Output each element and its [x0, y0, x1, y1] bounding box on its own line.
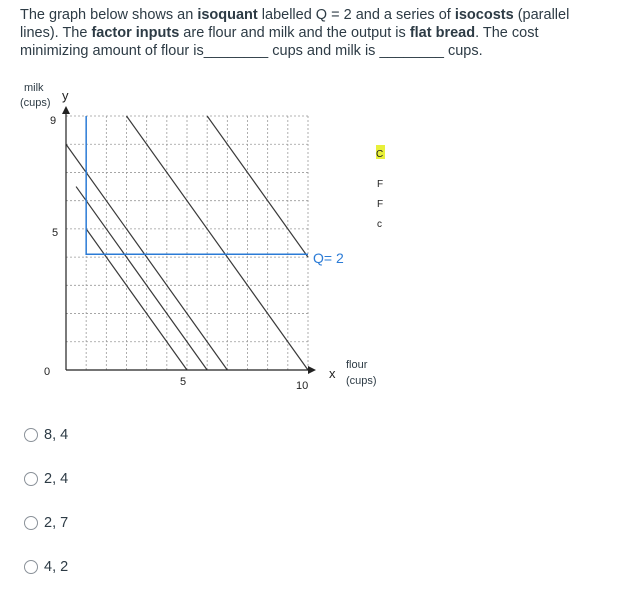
y-axis-label-units: (cups) [20, 97, 51, 109]
y-axis-label: milk [24, 82, 44, 94]
answer-option[interactable] [24, 512, 68, 534]
question-part: . The cost minimizing amount of flour is________ cups and milk is ________ cups. [20, 25, 539, 59]
radio-button[interactable] [24, 428, 38, 442]
question-text [20, 6, 610, 60]
isoquant-label: Q= 2 [313, 250, 344, 266]
question-part: The graph below shows an [20, 7, 198, 23]
x-axis-letter: x [329, 366, 336, 381]
side-letter: c [377, 219, 382, 230]
y-axis-letter: y [62, 88, 69, 103]
isocost-line [76, 187, 207, 370]
isocost-line [207, 116, 308, 257]
radio-button[interactable] [24, 472, 38, 486]
question-bold: flat bread [409, 25, 476, 41]
option-label: 2, 4 [44, 471, 69, 487]
side-letter: C [376, 149, 384, 160]
radio-button[interactable] [24, 560, 38, 574]
question-part: are flour and milk and the output is [179, 25, 410, 41]
x-axis-label: flour [346, 359, 368, 371]
y-tick-label: 5 [52, 227, 59, 239]
isocost-lines [66, 116, 308, 370]
answer-option[interactable] [24, 424, 68, 446]
answer-option[interactable] [24, 556, 68, 578]
option-label: 8, 4 [44, 427, 69, 443]
x-axis-arrow [308, 366, 316, 374]
isoquant-line [86, 116, 308, 254]
question-part: labelled Q = 2 and a series of [257, 7, 455, 23]
question-part: (parallel lines). The [20, 7, 570, 41]
x-axis-label-units: (cups) [346, 375, 377, 387]
y-tick-label: 0 [44, 366, 51, 378]
option-label: 2, 7 [44, 515, 69, 531]
answer-options [24, 424, 68, 600]
question-bold: isoquant [197, 7, 258, 23]
x-tick-label: 5 [180, 376, 187, 388]
x-tick-label: 10 [296, 380, 309, 392]
side-letter: F [377, 179, 384, 190]
radio-button[interactable] [24, 516, 38, 530]
isocost-line [127, 116, 309, 370]
answer-option[interactable] [24, 468, 68, 490]
isoquant-graph [0, 72, 619, 412]
y-tick-label: 9 [50, 115, 57, 127]
side-letter: F [377, 199, 384, 210]
question-bold: factor inputs [91, 25, 180, 41]
option-label: 4, 2 [44, 559, 69, 575]
grid-lines [66, 116, 308, 370]
y-axis-arrow [62, 106, 70, 114]
isocost-line [86, 229, 187, 370]
isoquant-path [86, 116, 308, 254]
question-bold: isocosts [454, 7, 514, 23]
